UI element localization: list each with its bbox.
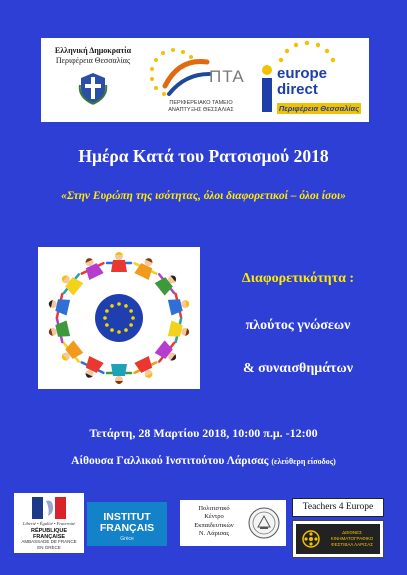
theme-line-1: Διαφορετικότητα : [241,271,355,286]
eu-flag-star [131,316,135,320]
europe-direct-line1: europe [277,65,328,82]
rf-subtitle [16,539,82,550]
eu-flag-star [124,304,128,308]
greek-republic-logo [47,46,139,110]
eu-flag-star [129,309,133,313]
film-festival-text [326,530,378,548]
event-subtitle: «Στην Ευρώπη της ισότητας, όλοι διαφορετικοί – όλοι ίσοι» [61,190,346,202]
film-festival-line3: ΦΕΣΤΙΒΑΛ ΛΑΡΙΣΑΣ [331,542,373,547]
film-festival-line2: ΚΙΝΗΜΑΤΟΓΡΑΦΙΚΟ [330,536,374,541]
rf-sub-line1: AMBASSADE DE FRANCE [21,539,77,544]
info-i-icon [259,64,275,114]
greek-republic-line1: Ελληνική Δημοκρατία [54,46,132,55]
child-figure [131,354,161,382]
rf-motto: Liberté • Égalité • Fraternité [22,521,76,526]
rf-name: RÉPUBLIQUE FRANÇAISE [30,528,68,540]
eu-flag-star [117,330,121,334]
cultural-center-text [184,505,244,538]
institut-francais-line2: FRANÇAIS [99,522,155,534]
cultural-center-line4: Ν. Λάρισας [198,529,230,537]
institut-francais-logo [87,502,167,546]
child-figure [152,267,183,298]
child-figure [167,317,192,345]
eu-flag-star [105,323,109,327]
film-reel-icon [300,529,322,549]
cultural-center-line2: Κέντρο [204,513,224,521]
film-festival-logo [292,520,384,558]
venue-note: (ελεύθερη είσοδος) [271,457,336,466]
eu-flag-star [105,309,109,313]
child-figure [107,364,131,384]
child-figure [131,253,161,281]
theme-line-3: & συναισθημάτων [242,361,354,376]
greek-emblem-icon [78,71,108,105]
cultural-center-logo [180,500,286,546]
eu-flag-star [117,302,121,306]
pta-subtitle [147,100,255,114]
teachers4europe-label: Teachers 4 Europe [302,502,374,512]
child-figure [55,267,86,298]
cultural-center-line3: Εκπαιδευτικών [194,521,234,529]
europe-direct-logo [255,40,365,120]
event-venue [0,455,407,467]
child-figure [46,317,71,345]
venue-name: Αίθουσα Γαλλικού Ινστιτούτου Λάρισας [71,455,269,467]
child-figure [77,253,107,281]
pta-subline1: ΠΕΡΙΦΕΡΕΙΑΚΟ ΤΑΜΕΙΟ [169,100,233,106]
cultural-center-line1: Πολιτιστικό [198,505,230,512]
institut-francais-line1: INSTITUT [103,511,151,523]
child-figure [46,292,71,320]
eu-flag-star [103,316,107,320]
header-logo-bar [41,38,369,122]
eu-flag-star [124,328,128,332]
pta-acronym: ΠΤΑ [209,67,245,86]
greek-republic-line2: Περιφέρεια Θεσσαλίας [55,56,131,65]
eu-flag-star [110,304,114,308]
child-figure [77,354,107,382]
event-date-time: Τετάρτη, 28 Μαρτίου 2018, 10:00 π.μ. -12:00 [89,426,318,440]
child-figure [152,337,183,368]
child-figure [107,252,131,272]
film-festival-line1: ΔΙΕΘΝΕΣ [342,530,362,535]
pta-subline2: ΑΝΑΠΤΥΞΗΣ ΘΕΣΣΑΛΙΑΣ [168,107,234,113]
eu-flag-star [110,328,114,332]
republique-francaise-logo [14,493,84,553]
europe-direct-region: Περιφέρεια Θεσσαλίας [278,104,360,113]
child-figure [167,292,192,320]
seal-icon [248,507,280,539]
teachers4europe-logo [292,498,384,517]
pta-swirl-icon [145,44,215,100]
event-title: Ημέρα Κατά του Ρατσισμού 2018 [78,146,329,166]
rf-sub-line2: EN GRÈCE [37,544,61,550]
marianne-flag-icon [32,497,66,519]
children-circle-artwork [38,247,200,389]
children-circle-eu-flag-icon [38,247,200,389]
pta-logo [145,44,253,120]
theme-line-2: πλούτος γνώσεων [245,318,351,333]
institut-francais-sub: Grèce [120,536,134,542]
child-figure [55,337,86,368]
eu-flag-star [129,323,133,327]
europe-direct-line2: direct [277,81,318,98]
film-festival-panel [296,524,380,554]
